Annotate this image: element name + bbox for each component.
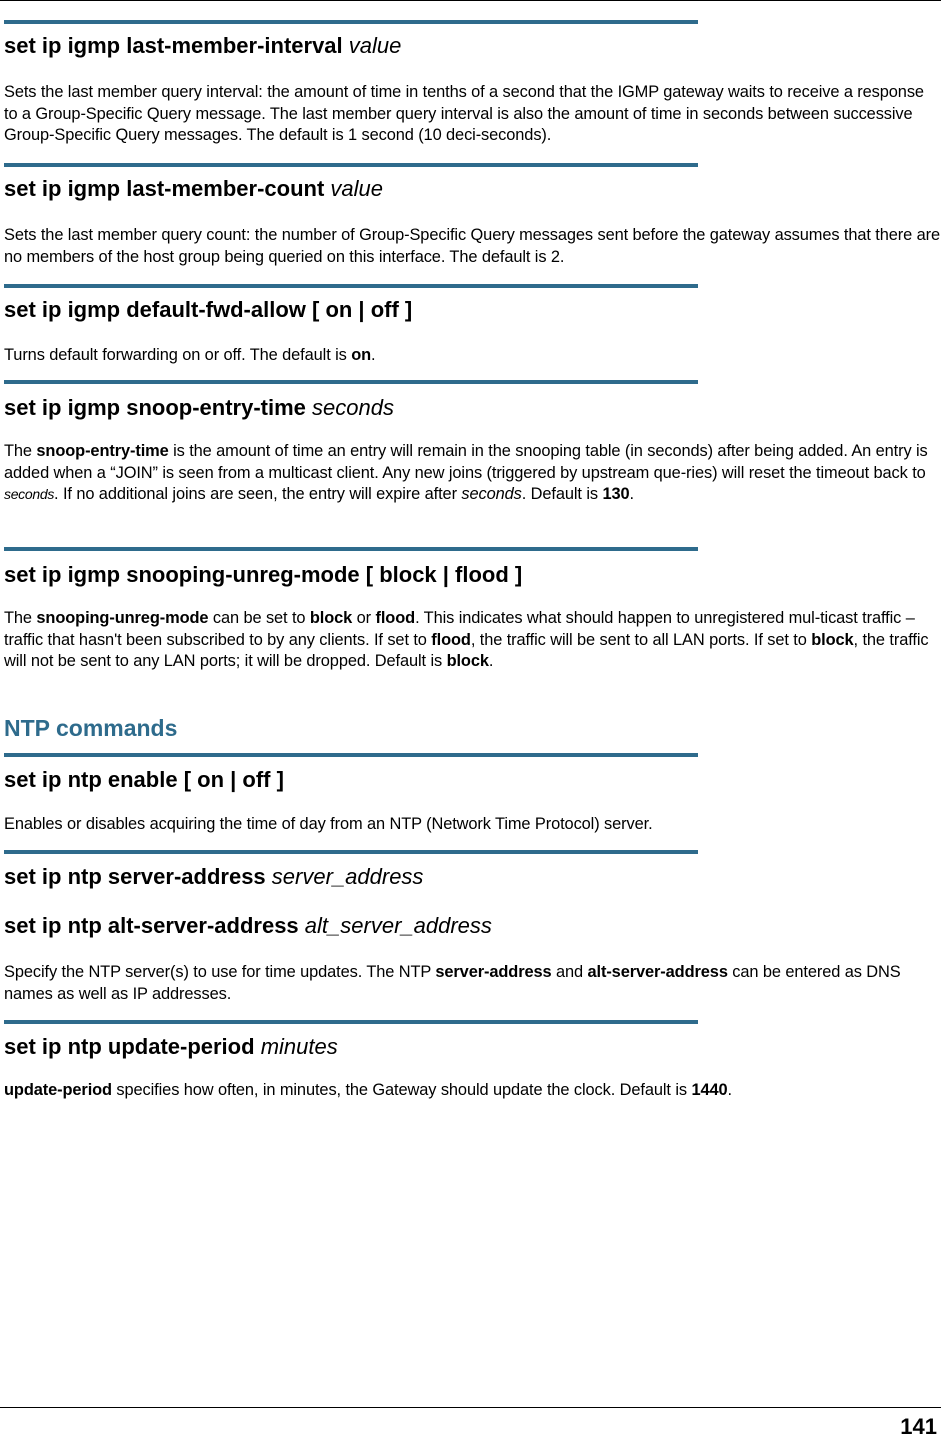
command-text: set ip ntp alt-server-address [4,913,299,938]
command-heading [4,176,383,202]
text-run: . This indicates what should happen to unregistered mul-ticast traffic – traffic that hasn't been subscribed to by any clients. If set to [4,609,915,649]
command-text: set ip igmp last-member-count [4,176,325,201]
bold-term: update-period [4,1081,112,1099]
command-argument: seconds [312,395,394,420]
command-description [4,345,941,367]
footer-rule [0,1407,941,1408]
command-text: set ip igmp snoop-entry-time [4,395,306,420]
bold-term: alt-server-address [587,963,728,981]
command-heading: set ip igmp snooping-unreg-mode [ block | flood ] [4,562,523,587]
text-run: is the amount of time an entry will remain in the snooping table (in seconds) after being added. An entry is added when a “JOIN” is seen from a multicast client. Any new joins (triggered by upstream que-ries) will reset the timeout back to [4,442,928,482]
text-run: . [488,652,494,671]
bold-term: snoop-entry-time [36,442,169,460]
section-divider [4,753,698,757]
text-run: . [371,346,376,364]
text-run: and [551,963,588,981]
text-run: , the traffic will not be sent to any LAN ports; it will be dropped. Default is [4,630,929,671]
command-description: Sets the last member query count: the number of Group-Specific Query messages sent before the gateway assumes that there are no members of the host group being queried on this interface. The default is 2. [4,226,941,266]
text-run: or [352,609,376,627]
bold-value: 130 [602,485,630,504]
section-divider [4,850,698,854]
text-run: The [4,442,37,460]
bold-term: snooping-unreg-mode [36,609,209,627]
section-divider [4,20,698,24]
text-run: Specify the NTP server(s) to use for time updates. The NTP [4,963,436,981]
bold-value: flood [375,609,416,627]
text-run: , the traffic will be sent to all LAN ports. If set to [470,630,812,649]
bold-value: block [811,630,854,649]
bold-term: server-address [435,963,552,981]
section-divider [4,284,698,288]
command-description: Enables or disables acquiring the time of day from an NTP (Network Time Protocol) server. [4,815,653,833]
command-argument: alt_server_address [304,913,492,938]
command-heading [4,33,401,59]
command-description [4,441,941,506]
command-argument: value [330,176,383,201]
command-heading [4,913,492,939]
page-number: 141 [900,1414,937,1439]
text-run: . [629,485,634,504]
bold-value: on [351,346,372,364]
command-description: Sets the last member query interval: the amount of time in tenths of a second that the IGMP gateway waits to receive a response to a Group-Specific Query message. The last member query interval is also the amount of time in seconds between successive Group-Specific Query messages. The default is 1 second (10 deci-seconds). [4,83,924,145]
bold-value: flood [431,630,471,649]
command-text: set ip ntp update-period [4,1034,255,1059]
top-rule [0,0,941,1]
text-run: . [727,1081,732,1099]
section-divider [4,547,698,551]
command-heading: set ip igmp default-fwd-allow [ on | off ] [4,297,413,322]
command-argument: minutes [260,1034,338,1059]
command-text: set ip igmp last-member-interval [4,33,343,58]
command-heading [4,1034,338,1060]
bold-value: block [309,609,353,627]
ntp-commands-heading: NTP commands [4,715,178,741]
section-divider [4,380,698,384]
section-divider [4,163,698,167]
text-run: . If no additional joins are seen, the entry will expire after [54,485,462,504]
command-argument: server_address [271,864,424,889]
command-heading: set ip ntp enable [ on | off ] [4,767,284,792]
bold-value: block [446,652,489,671]
text-run: The [4,609,37,627]
command-description [4,1080,941,1102]
command-description [4,962,941,1005]
text-run: specifies how often, in minutes, the Gateway should update the clock. Default is [111,1081,692,1099]
command-text: set ip ntp server-address [4,864,266,889]
command-heading [4,395,394,421]
text-run: can be set to [208,609,310,627]
bold-value: 1440 [691,1081,728,1099]
section-divider [4,1020,698,1024]
command-description [4,608,941,673]
command-argument: value [348,33,402,58]
text-run: . Default is [521,485,603,504]
italic-term: seconds [4,486,55,503]
italic-term: seconds [461,485,522,504]
text-run: can be entered as DNS names as well as IP addresses. [4,963,901,1003]
text-run: Turns default forwarding on or off. The default is [4,346,352,364]
command-heading [4,864,423,890]
